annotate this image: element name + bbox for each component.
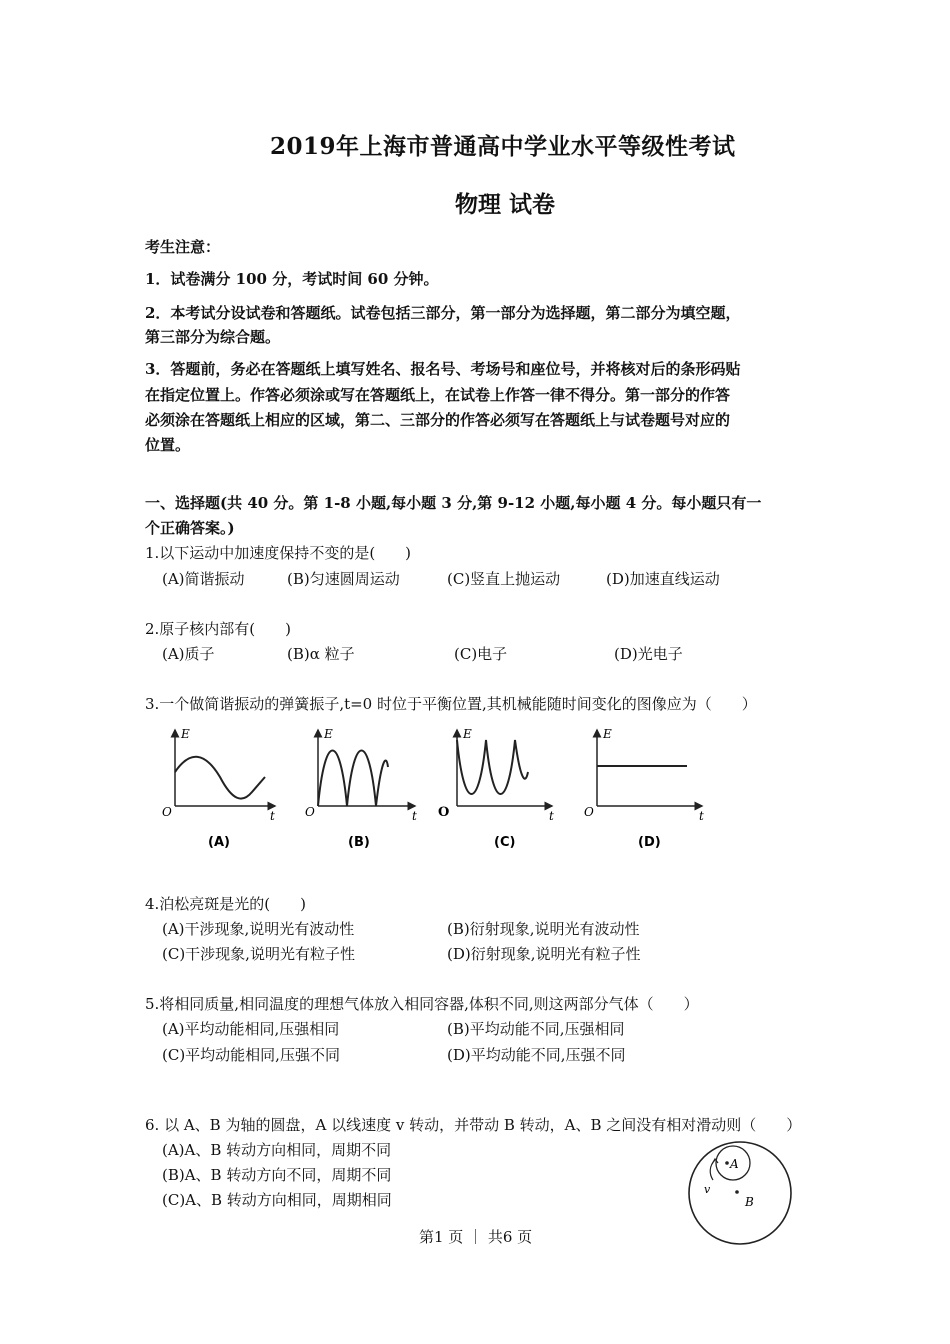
question-5-option-d: (D)平均动能不同,压强不同	[447, 1046, 626, 1064]
section-1-heading-line-2: 个正确答案。)	[145, 519, 235, 537]
question-2-option-a: (A)质子	[162, 645, 215, 663]
question-2-stem: 2.原子核内部有( )	[145, 620, 292, 638]
notice-heading: 考生注意：	[145, 238, 221, 256]
graph-d-x-label: t	[699, 809, 704, 823]
question-4-option-c: (C)干涉现象,说明光有粒子性	[162, 945, 355, 963]
question-2-option-d: (D)光电子	[614, 645, 683, 663]
graph-c-origin: O	[438, 805, 450, 820]
section-1-heading-line-1: 一、选择题(共 40 分。第 1-8 小题,每小题 3 分,第 9-12 小题,每小题 4 分。每小题只有一	[145, 494, 762, 512]
question-5-stem: 5.将相同质量,相同温度的理想气体放入相同容器,体积不同,则这两部分气体（ ）	[145, 995, 699, 1013]
question-6-option-c: (C)A、B 转动方向相同，周期相同	[162, 1191, 392, 1209]
graph-b-y-label: E	[324, 727, 333, 741]
question-4-option-a: (A)干涉现象,说明光有波动性	[162, 920, 355, 938]
graph-a	[162, 727, 275, 823]
question-1-option-a: (A)简谐振动	[162, 570, 245, 588]
question-6-stem: 6. 以 A、B 为轴的圆盘，A 以线速度 v 转动，并带动 B 转动，A、B 之间没有相对滑动则（ ）	[145, 1116, 802, 1134]
graph-d	[584, 727, 704, 823]
page-title: 2019年上海市普通高中学业水平等级性考试	[270, 133, 736, 160]
question-6-option-a: (A)A、B 转动方向相同，周期不同	[162, 1141, 392, 1159]
question-1-option-b: (B)匀速圆周运动	[287, 570, 400, 588]
graph-d-origin: O	[584, 805, 594, 819]
question-5-option-a: (A)平均动能相同,压强相同	[162, 1020, 340, 1038]
graph-c-caption: (C)	[494, 835, 516, 850]
page-footer: 第1 页 ｜ 共6 页	[419, 1228, 533, 1246]
graph-d-y-label: E	[603, 727, 612, 741]
question-4-option-b: (B)衍射现象,说明光有波动性	[447, 920, 640, 938]
graph-b	[305, 727, 417, 823]
graph-a-origin: O	[162, 805, 172, 819]
notice-item-3-line-4: 位置。	[145, 436, 191, 454]
question-5-option-c: (C)平均动能相同,压强不同	[162, 1046, 340, 1064]
graph-a-x-label: t	[270, 809, 275, 823]
question-1-option-d: (D)加速直线运动	[606, 570, 720, 588]
label-v: v	[704, 1183, 711, 1196]
label-a: A	[730, 1157, 739, 1171]
graph-b-origin: O	[305, 805, 315, 819]
graph-c	[438, 727, 554, 823]
graph-a-y-label: E	[181, 727, 190, 741]
question-4-stem: 4.泊松亮斑是光的( )	[145, 895, 307, 913]
notice-item-1: 1．试卷满分 100 分，考试时间 60 分钟。	[145, 270, 439, 288]
question-2-option-c: (C)电子	[454, 645, 508, 663]
question-3-stem: 3.一个做简谐振动的弹簧振子,t=0 时位于平衡位置,其机械能随时间变化的图像应为（ ）	[145, 695, 757, 713]
label-b: B	[745, 1195, 754, 1209]
graph-a-caption: (A)	[208, 835, 230, 850]
question-1-stem: 1.以下运动中加速度保持不变的是( )	[145, 544, 412, 562]
question-2-option-b: (B)α 粒子	[287, 645, 355, 663]
question-6-disc-figure	[685, 1138, 795, 1248]
graph-d-caption: (D)	[638, 835, 661, 850]
notice-item-2-line-2: 第三部分为综合题。	[145, 328, 281, 346]
question-6-option-b: (B)A、B 转动方向不同，周期不同	[162, 1166, 392, 1184]
question-1-option-c: (C)竖直上抛运动	[447, 570, 561, 588]
notice-item-3-line-3: 必须涂在答题纸上相应的区域，第二、三部分的作答必须写在答题纸上与试卷题号对应的	[145, 411, 731, 429]
graph-c-x-label: t	[549, 809, 554, 823]
graph-b-caption: (B)	[348, 835, 370, 850]
notice-item-3-line-2: 在指定位置上。作答必须涂或写在答题纸上，在试卷上作答一律不得分。第一部分的作答	[145, 386, 731, 404]
question-4-option-d: (D)衍射现象,说明光有粒子性	[447, 945, 641, 963]
graph-c-y-label: E	[463, 727, 472, 741]
page-subtitle: 物理 试卷	[455, 191, 556, 218]
notice-item-2-line-1: 2．本考试分设试卷和答题纸。试卷包括三部分，第一部分为选择题，第二部分为填空题，	[145, 304, 741, 322]
question-3-figure	[150, 722, 720, 852]
question-5-option-b: (B)平均动能不同,压强相同	[447, 1020, 625, 1038]
notice-item-3-line-1: 3．答题前，务必在答题纸上填写姓名、报名号、考场号和座位号，并将核对后的条形码贴	[145, 360, 741, 378]
graph-b-x-label: t	[412, 809, 417, 823]
